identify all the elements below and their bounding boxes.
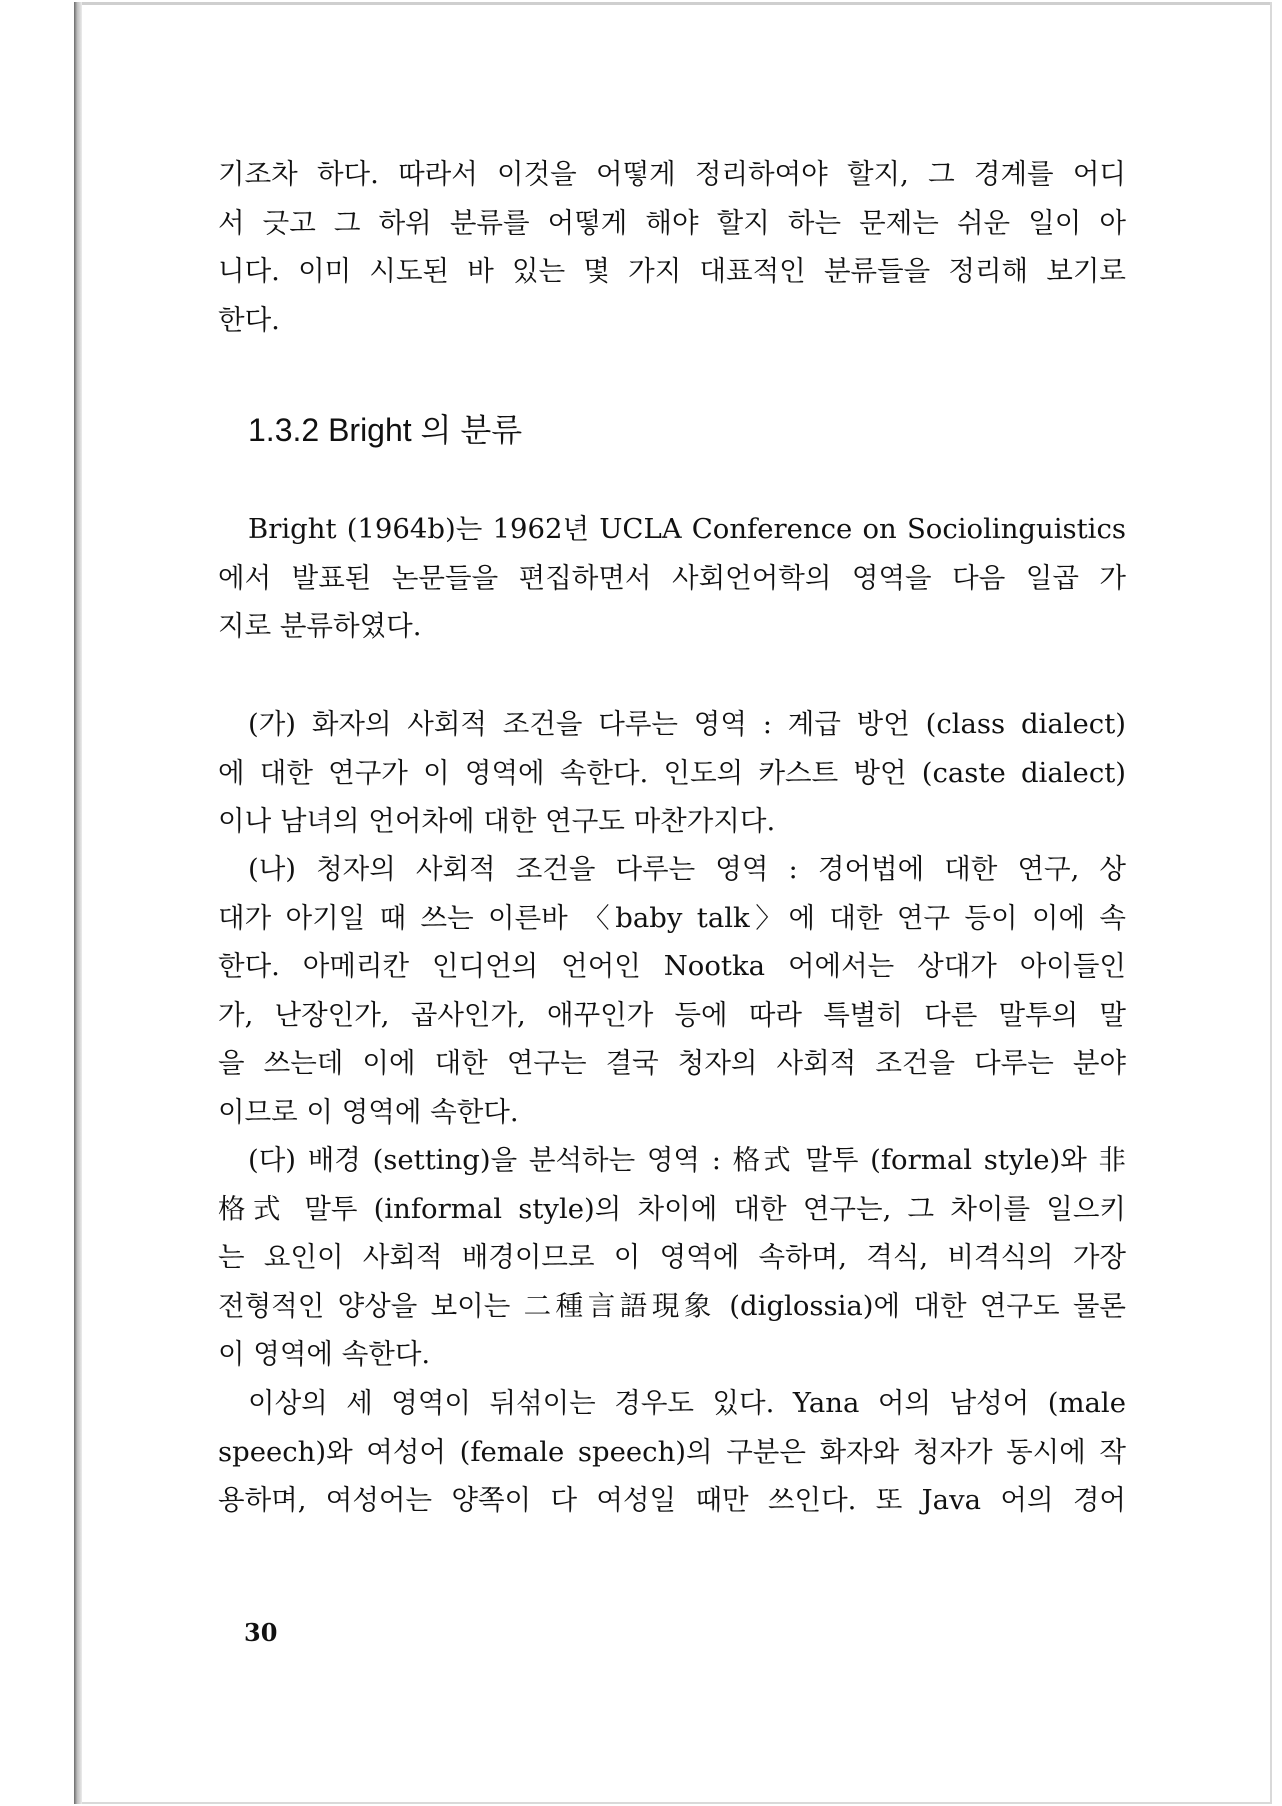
- item-na-paragraph: [218, 845, 1126, 1136]
- mixed-domains-paragraph: [218, 1379, 1126, 1525]
- page-edge-right: [1270, 2, 1272, 1804]
- text-line: (나) 청자의 사회적 조건을 다루는 영역 : 경어법에 대한 연구, 상: [248, 853, 1126, 885]
- item-ga-paragraph: [218, 700, 1126, 846]
- text-line: 이 영역에 속한다.: [218, 1338, 431, 1370]
- text-line: speech)와 여성어 (female speech)의 구분은 화자와 청자가 동시에 작: [218, 1435, 1126, 1468]
- text-line: 에서 발표된 논문들을 편집하면서 사회언어학의 영역을 다음 일곱 가: [218, 561, 1126, 594]
- text-line: 이상의 세 영역이 뒤섞이는 경우도 있다. Yana 어의 남성어 (male: [248, 1387, 1126, 1419]
- text-line: 을 쓰는데 이에 대한 연구는 결국 청자의 사회적 조건을 다루는 분야: [218, 1047, 1126, 1079]
- text-line: 이나 남녀의 언어차에 대한 연구도 마찬가지다.: [218, 805, 776, 837]
- text-line: 전형적인 양상을 보이는 二種言語現象 (diglossia)에 대한 연구도 물론: [218, 1289, 1126, 1322]
- text-line: 에 대한 연구가 이 영역에 속한다. 인도의 카스트 방언 (caste dialect): [218, 756, 1126, 789]
- text-line: Bright (1964b)는 1962년 UCLA Conference on Sociolinguistics: [248, 513, 1126, 545]
- text-line: 기조차 하다. 따라서 이것을 어떻게 정리하여야 할지, 그 경계를 어디: [218, 158, 1126, 190]
- text-line: 한다.: [218, 303, 280, 336]
- text-line: 格式 말투 (informal style)의 차이에 대한 연구는, 그 차이를 일으키: [218, 1192, 1126, 1225]
- text-line: (가) 화자의 사회적 조건을 다루는 영역 : 계급 방언 (class dialect): [248, 708, 1126, 740]
- text-line: 지로 분류하였다.: [218, 610, 422, 642]
- page-edge-top: [82, 2, 1272, 5]
- text-line: 이므로 이 영역에 속한다.: [218, 1095, 519, 1128]
- page-gutter-shadow: [74, 2, 82, 1804]
- page-number: 30: [244, 1618, 278, 1647]
- text-line: 가, 난장인가, 곱사인가, 애꾸인가 등에 따라 특별히 다른 말투의 말: [218, 998, 1126, 1031]
- text-line: (다) 배경 (setting)을 분석하는 영역 : 格式 말투 (formal style)와 非: [248, 1144, 1126, 1176]
- text-line: 서 긋고 그 하위 분류를 어떻게 해야 할지 하는 문제는 쉬운 일이 아: [218, 206, 1126, 239]
- text-line: 는 요인이 사회적 배경이므로 이 영역에 속하며, 격식, 비격식의 가장: [218, 1241, 1126, 1273]
- text-line: 한다. 아메리칸 인디언의 언어인 Nootka 어에서는 상대가 아이들인: [218, 950, 1126, 982]
- text-line: 용하며, 여성어는 양쪽이 다 여성일 때만 쓰인다. 또 Java 어의 경어: [218, 1484, 1126, 1516]
- bright-paragraph: [218, 505, 1126, 651]
- intro-paragraph: [218, 150, 1126, 344]
- text-line: 대가 아기일 때 쓰는 이른바 〈baby talk〉에 대한 연구 등이 이에 속: [218, 901, 1126, 934]
- page-edge-bottom: [82, 1802, 1272, 1804]
- item-da-paragraph: [218, 1136, 1126, 1379]
- text-line: 니다. 이미 시도된 바 있는 몇 가지 대표적인 분류들을 정리해 보기로: [218, 255, 1126, 287]
- section-heading: 1.3.2 Bright 의 분류: [248, 412, 523, 448]
